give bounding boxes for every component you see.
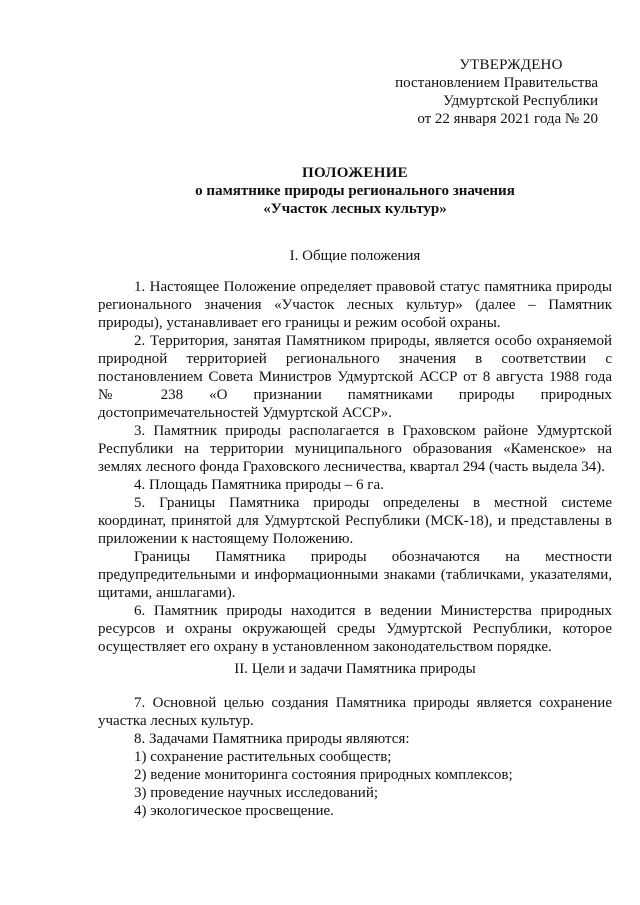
paragraph-2: 2. Территория, занятая Памятником природы, является особо охраняемой природной территорией регионального значения в соответствии с постановлением Совета Министров Удмуртской АССР от 8 августа 1988 года № 238 «О признании памятниками природы природных достопримечательностей Удмуртской АССР». [98, 333, 612, 421]
paragraph-4: 4. Площадь Памятника природы – 6 га. [134, 477, 384, 493]
approval-stamp [388, 56, 598, 128]
list-item: 2) ведение мониторинга состояния природных комплексов; [134, 767, 513, 783]
section-2-heading: II. Цели и задачи Памятника природы [234, 661, 476, 677]
paragraph-6: 6. Памятник природы находится в ведении Министерства природных ресурсов и охраны окружающей среды Удмуртской Республики, которое осуществляет его охрану в установленном законодательством порядке. [98, 603, 612, 655]
list-item: 1) сохранение растительных сообществ; [134, 749, 392, 765]
list-item: 3) проведение научных исследований; [134, 785, 379, 801]
approval-line-2: Удмуртской Республики [443, 93, 598, 109]
approval-line-3: от 22 января 2021 года № 20 [417, 111, 598, 127]
paragraph-5-borders: Границы Памятника природы обозначаются на местности предупредительными и информационными знаками (табличками, указателями, щитами, аншлагами). [98, 549, 612, 601]
title-line-2: о памятнике природы регионального значения [195, 183, 515, 199]
title-line-1: ПОЛОЖЕНИЕ [302, 165, 408, 181]
task-list [98, 748, 612, 820]
paragraph-5: 5. Границы Памятника природы определены в местной системе координат, принятой для Удмуртской Республики (МСК-18), и представлены в приложении к настоящему Положению. [98, 495, 612, 547]
approval-heading: УТВЕРЖДЕНО [459, 57, 563, 73]
list-item: 4) экологическое просвещение. [134, 803, 334, 819]
paragraph-1: 1. Настоящее Положение определяет правовой статус памятника природы регионального значения «Участок лесных культур» (далее – Памятник природы), устанавливает его границы и режим особой охраны. [98, 279, 612, 331]
paragraph-8: 8. Задачами Памятника природы являются: [134, 731, 410, 747]
document-title [98, 164, 612, 218]
section-2-body [98, 694, 612, 748]
section-1-body [98, 278, 612, 656]
paragraph-3: 3. Памятник природы располагается в Граховском районе Удмуртской Республики на территории муниципального образования «Каменское» на землях лесного фонда Граховского лесничества, квартал 294 (часть выдела 34). [98, 423, 612, 475]
paragraph-7: 7. Основной целью создания Памятника природы является сохранение участка лесных культур. [98, 695, 612, 729]
approval-line-1: постановлением Правительства [395, 75, 598, 91]
section-1-heading: I. Общие положения [289, 248, 421, 264]
title-line-3: «Участок лесных культур» [263, 201, 447, 217]
